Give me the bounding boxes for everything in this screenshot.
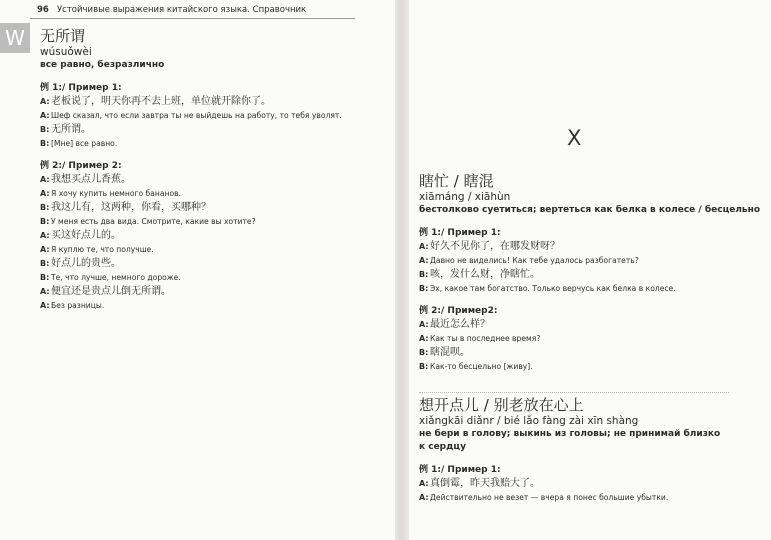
- dialogue-line-chinese: [419, 267, 760, 282]
- russian-translation: Без разницы.: [51, 301, 105, 310]
- speaker-label: B:: [40, 259, 50, 268]
- book-gutter: [395, 0, 409, 540]
- speaker-label: A:: [40, 245, 50, 254]
- example-label: 例 2:/ Пример 2:: [40, 161, 122, 171]
- headword: 无所谓: [40, 27, 86, 45]
- chinese-text: 好点儿的贵些。: [51, 258, 121, 269]
- speaker-label: A:: [40, 287, 50, 296]
- dialogue-line-chinese: [40, 256, 342, 271]
- entry-divider: [419, 392, 729, 393]
- dialogue-line-russian: [40, 187, 342, 200]
- dialogue-line-russian: [40, 299, 342, 312]
- chinese-text: 真倒霉，昨天我赔大了。: [430, 478, 540, 489]
- speaker-label: A:: [40, 97, 50, 106]
- dialogue-line-russian: [419, 360, 760, 373]
- dialogue-line-chinese: [419, 476, 720, 491]
- example-label: 例 1:/ Пример 1:: [419, 465, 501, 475]
- dialogue-line-chinese: [419, 239, 760, 254]
- dialogue-line-russian: [40, 137, 342, 150]
- entry-xiangkai: [419, 396, 720, 504]
- speaker-label: A:: [40, 111, 50, 120]
- dialogue-line-russian: [419, 332, 760, 345]
- speaker-label: A:: [419, 493, 429, 502]
- speaker-label: B:: [419, 362, 429, 371]
- russian-translation: Шеф сказал, что если завтра ты не выйдешь на работу, то тебя уволят.: [51, 111, 342, 120]
- speaker-label: A:: [419, 256, 429, 265]
- dialogue-line-chinese: [40, 172, 342, 187]
- page-number: 96: [37, 5, 49, 15]
- speaker-label: B:: [419, 284, 429, 293]
- speaker-label: A:: [40, 189, 50, 198]
- right-page: [409, 0, 771, 540]
- speaker-label: A:: [40, 175, 50, 184]
- russian-translation: [Мне] все равно.: [51, 139, 118, 148]
- dialogue-line-russian: [419, 254, 760, 267]
- chinese-text: 最近怎么样？: [430, 319, 490, 330]
- meaning: все равно, безразлично: [40, 60, 165, 70]
- meaning: не бери в голову; выкинь из головы; не принимай близко: [419, 429, 721, 439]
- dialogue-line-chinese: [40, 228, 342, 243]
- speaker-label: A:: [419, 334, 429, 343]
- dialogue-line-russian: [40, 243, 342, 256]
- dialogue-line-chinese: [40, 94, 342, 109]
- meaning-continued: к сердцу: [419, 442, 466, 452]
- meaning: бестолково суетиться; вертеться как белка в колесе / бесцельно: [419, 205, 761, 215]
- examples: [40, 82, 342, 312]
- entry-xiamang: [419, 172, 760, 373]
- examples: [419, 227, 760, 373]
- speaker-label: A:: [419, 242, 429, 251]
- speaker-label: A:: [419, 479, 429, 488]
- russian-translation: У меня есть два вида. Смотрите, какие вы хотите?: [51, 217, 256, 226]
- speaker-label: A:: [419, 320, 429, 329]
- entry-wusuowei: [40, 27, 342, 312]
- russian-translation: Как-то бесцельно [живу].: [430, 362, 533, 371]
- speaker-label: B:: [40, 273, 50, 282]
- chinese-text: 好久不见你了，在哪发财呀？: [430, 241, 560, 252]
- chinese-text: 我想买点儿香蕉。: [51, 174, 131, 185]
- dialogue-line-russian: [40, 271, 342, 284]
- running-head: Устойчивые выражения китайского языка. Справочник: [57, 5, 307, 15]
- header-rule: [30, 18, 355, 19]
- speaker-label: B:: [419, 270, 429, 279]
- headword: 想开点儿 / 别老放在心上: [419, 396, 584, 414]
- chinese-text: 我这儿有，这两种，你看，买哪种？: [51, 202, 211, 213]
- dialogue-line-chinese: [419, 317, 760, 332]
- speaker-label: A:: [40, 301, 50, 310]
- chinese-text: 无所谓。: [51, 124, 91, 135]
- dialogue-line-chinese: [40, 200, 342, 215]
- example-label: 例 1:/ Пример 1:: [40, 83, 122, 93]
- example-label: 例 1:/ Пример 1:: [419, 228, 501, 238]
- headword: 瞎忙 / 瞎混: [419, 172, 494, 190]
- dialogue-line-chinese: [40, 284, 342, 299]
- russian-translation: Давно не виделись! Как тебе удалось разбогатеть?: [430, 256, 639, 265]
- examples: [419, 464, 720, 504]
- russian-translation: Я куплю те, что получше.: [51, 245, 154, 254]
- speaker-label: B:: [40, 203, 50, 212]
- russian-translation: Я хочу купить немного бананов.: [51, 189, 181, 198]
- dialogue-line-russian: [40, 215, 342, 228]
- letter-tab: W: [0, 23, 30, 53]
- pinyin: xiǎngkāi diǎnr / bié lǎo fàng zài xīn shàng: [419, 415, 639, 427]
- speaker-label: B:: [40, 139, 50, 148]
- russian-translation: Эх, какое там богатство. Только верчусь как белка в колесе.: [430, 284, 676, 293]
- example-label: 例 2:/ Пример2:: [419, 306, 498, 316]
- chinese-text: 咳，发什么财，净瞎忙。: [430, 269, 540, 280]
- dialogue-line-russian: [419, 491, 720, 504]
- dialogue-line-chinese: [419, 345, 760, 360]
- chinese-text: 瞎混呗。: [430, 347, 470, 358]
- russian-translation: Действительно не везет — вчера я понес большие убытки.: [430, 493, 669, 502]
- speaker-label: B:: [419, 348, 429, 357]
- russian-translation: Те, что лучше, немного дороже.: [51, 273, 181, 282]
- section-letter: X: [567, 126, 582, 150]
- chinese-text: 买这好点儿的。: [51, 230, 121, 241]
- dialogue-line-russian: [40, 109, 342, 122]
- speaker-label: B:: [40, 217, 50, 226]
- speaker-label: A:: [40, 231, 50, 240]
- chinese-text: 便宜还是贵点儿倒无所谓。: [51, 286, 171, 297]
- chinese-text: 老板说了，明天你再不去上班，单位就开除你了。: [51, 96, 271, 107]
- pinyin: wúsuǒwèi: [40, 46, 92, 58]
- russian-translation: Как ты в последнее время?: [430, 334, 541, 343]
- dialogue-line-chinese: [40, 122, 342, 137]
- speaker-label: B:: [40, 125, 50, 134]
- pinyin: xiāmáng / xiāhùn: [419, 191, 511, 203]
- dialogue-line-russian: [419, 282, 760, 295]
